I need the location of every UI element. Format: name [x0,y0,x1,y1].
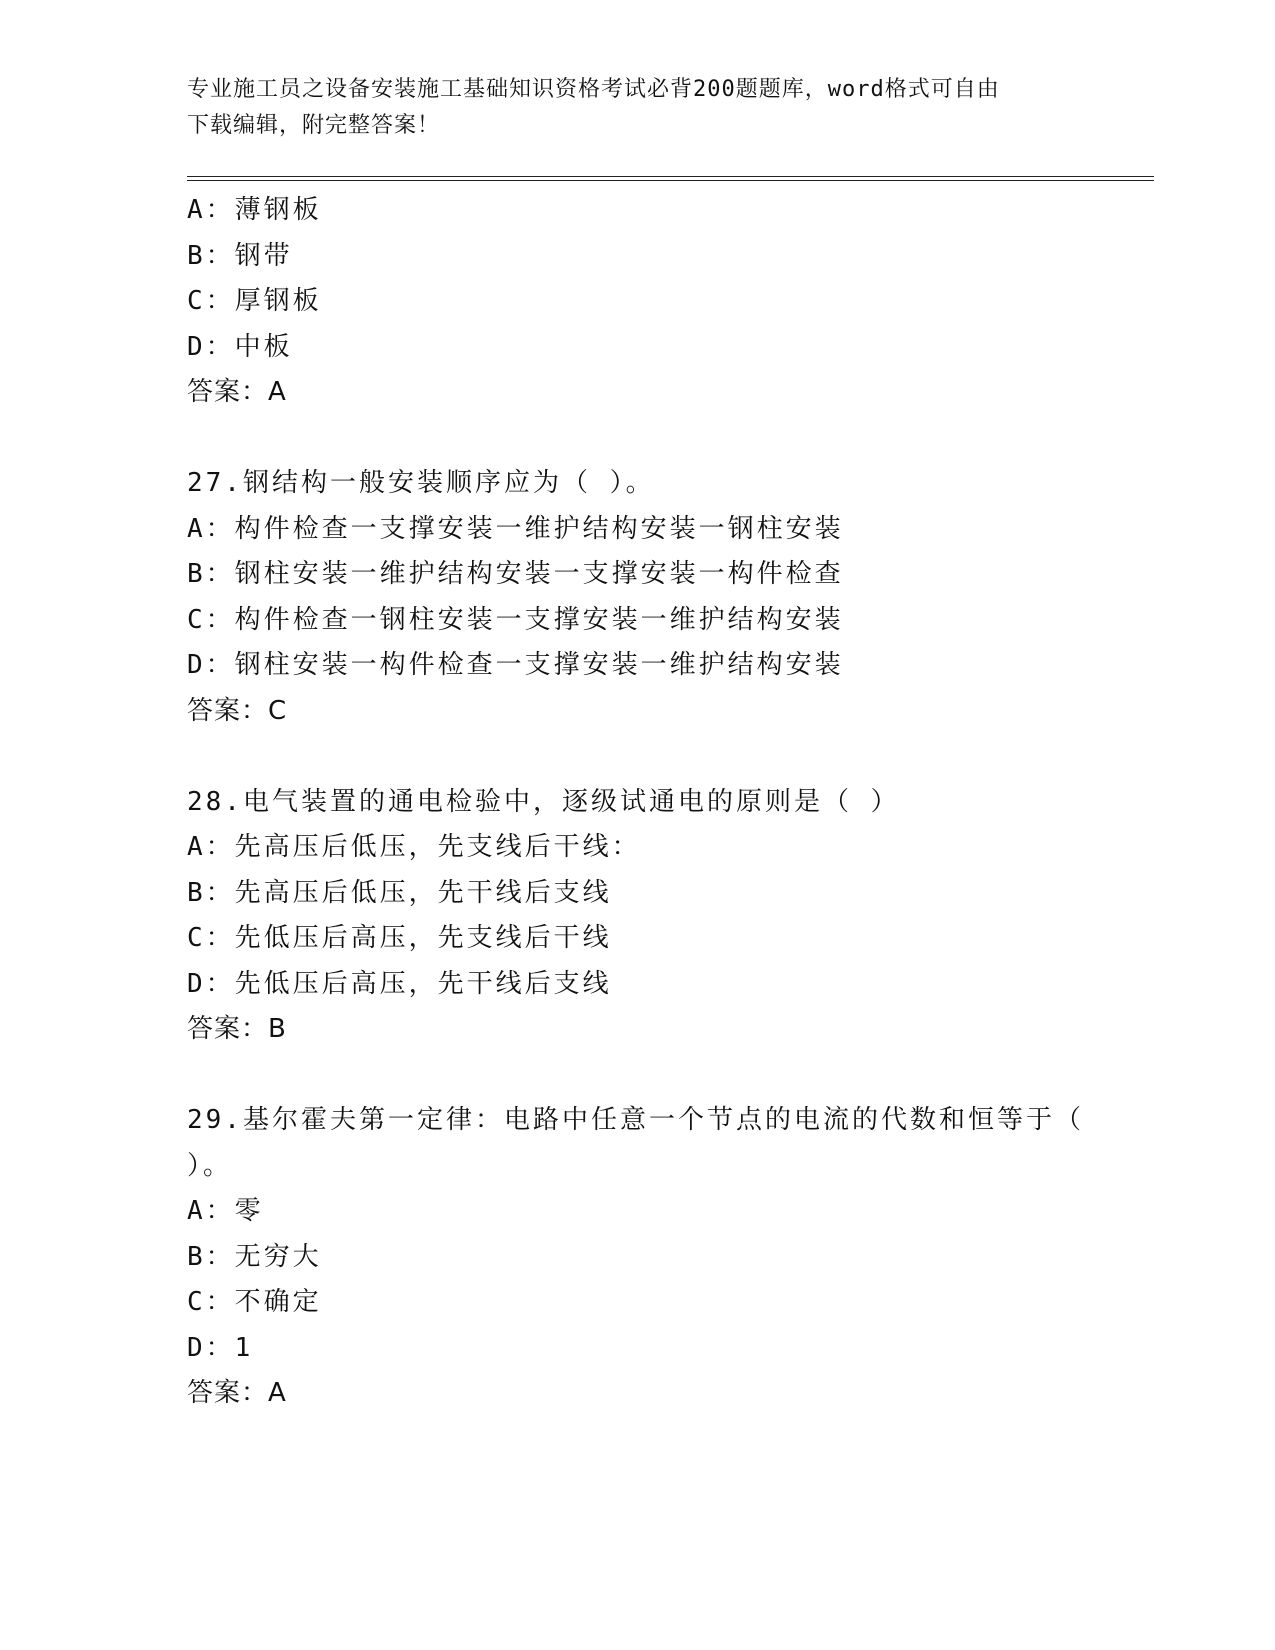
question-text: 27.钢结构一般安装顺序应为（ ）。 [187,468,655,498]
option-d: D：先低压后高压，先干线后支线 [187,968,612,999]
header-line-2: 下载编辑，附完整答案！ [187,113,441,138]
option-b: B：先高压后低压，先干线后支线 [187,877,612,908]
document-header [187,72,1087,144]
option-d: D：钢柱安装一构件检查一支撑安装一维护结构安装 [187,650,844,680]
spacer [187,734,1147,780]
option-c: C：厚钢板 [187,286,322,316]
option-b: B：钢带 [187,240,293,271]
question-text-line-1: 29.基尔霍夫第一定律：电路中任意一个节点的电流的代数和恒等于（ [187,1105,1084,1135]
option-a: A：零 [187,1196,264,1226]
option-a: A：构件检查一支撑安装一维护结构安装一钢柱安装 [187,513,844,544]
option-d: D：1 [187,1332,254,1363]
answer: 答案：A [187,1378,287,1408]
answer: 答案：B [187,1014,287,1044]
option-d: D：中板 [187,331,293,362]
answer: 答案：C [187,695,288,726]
option-c: C：不确定 [187,1287,322,1317]
option-b: B：钢柱安装一维护结构安装一支撑安装一构件检查 [187,559,844,589]
question-27 [187,461,1147,734]
question-list [187,188,1147,1417]
option-a: A：先高压后低压，先支线后干线： [187,832,641,862]
spacer [187,416,1147,462]
question-29 [187,1098,1147,1417]
option-a: A：薄钢板 [187,195,322,225]
spacer [187,1053,1147,1099]
option-c: C：构件检查一钢柱安装一支撑安装一维护结构安装 [187,604,844,635]
option-c: C：先低压后高压，先支线后干线 [187,923,612,953]
header-divider [187,176,1154,181]
question-text-line-2: ）。 [187,1150,233,1181]
option-b: B：无穷大 [187,1241,322,1272]
question-26 [187,188,1147,416]
question-28 [187,780,1147,1053]
answer: 答案：A [187,377,287,407]
header-line-1: 专业施工员之设备安装施工基础知识资格考试必背200题题库，word格式可自由 [187,77,1000,102]
question-text: 28.电气装置的通电检验中，逐级试通电的原则是（ ） [187,786,900,817]
